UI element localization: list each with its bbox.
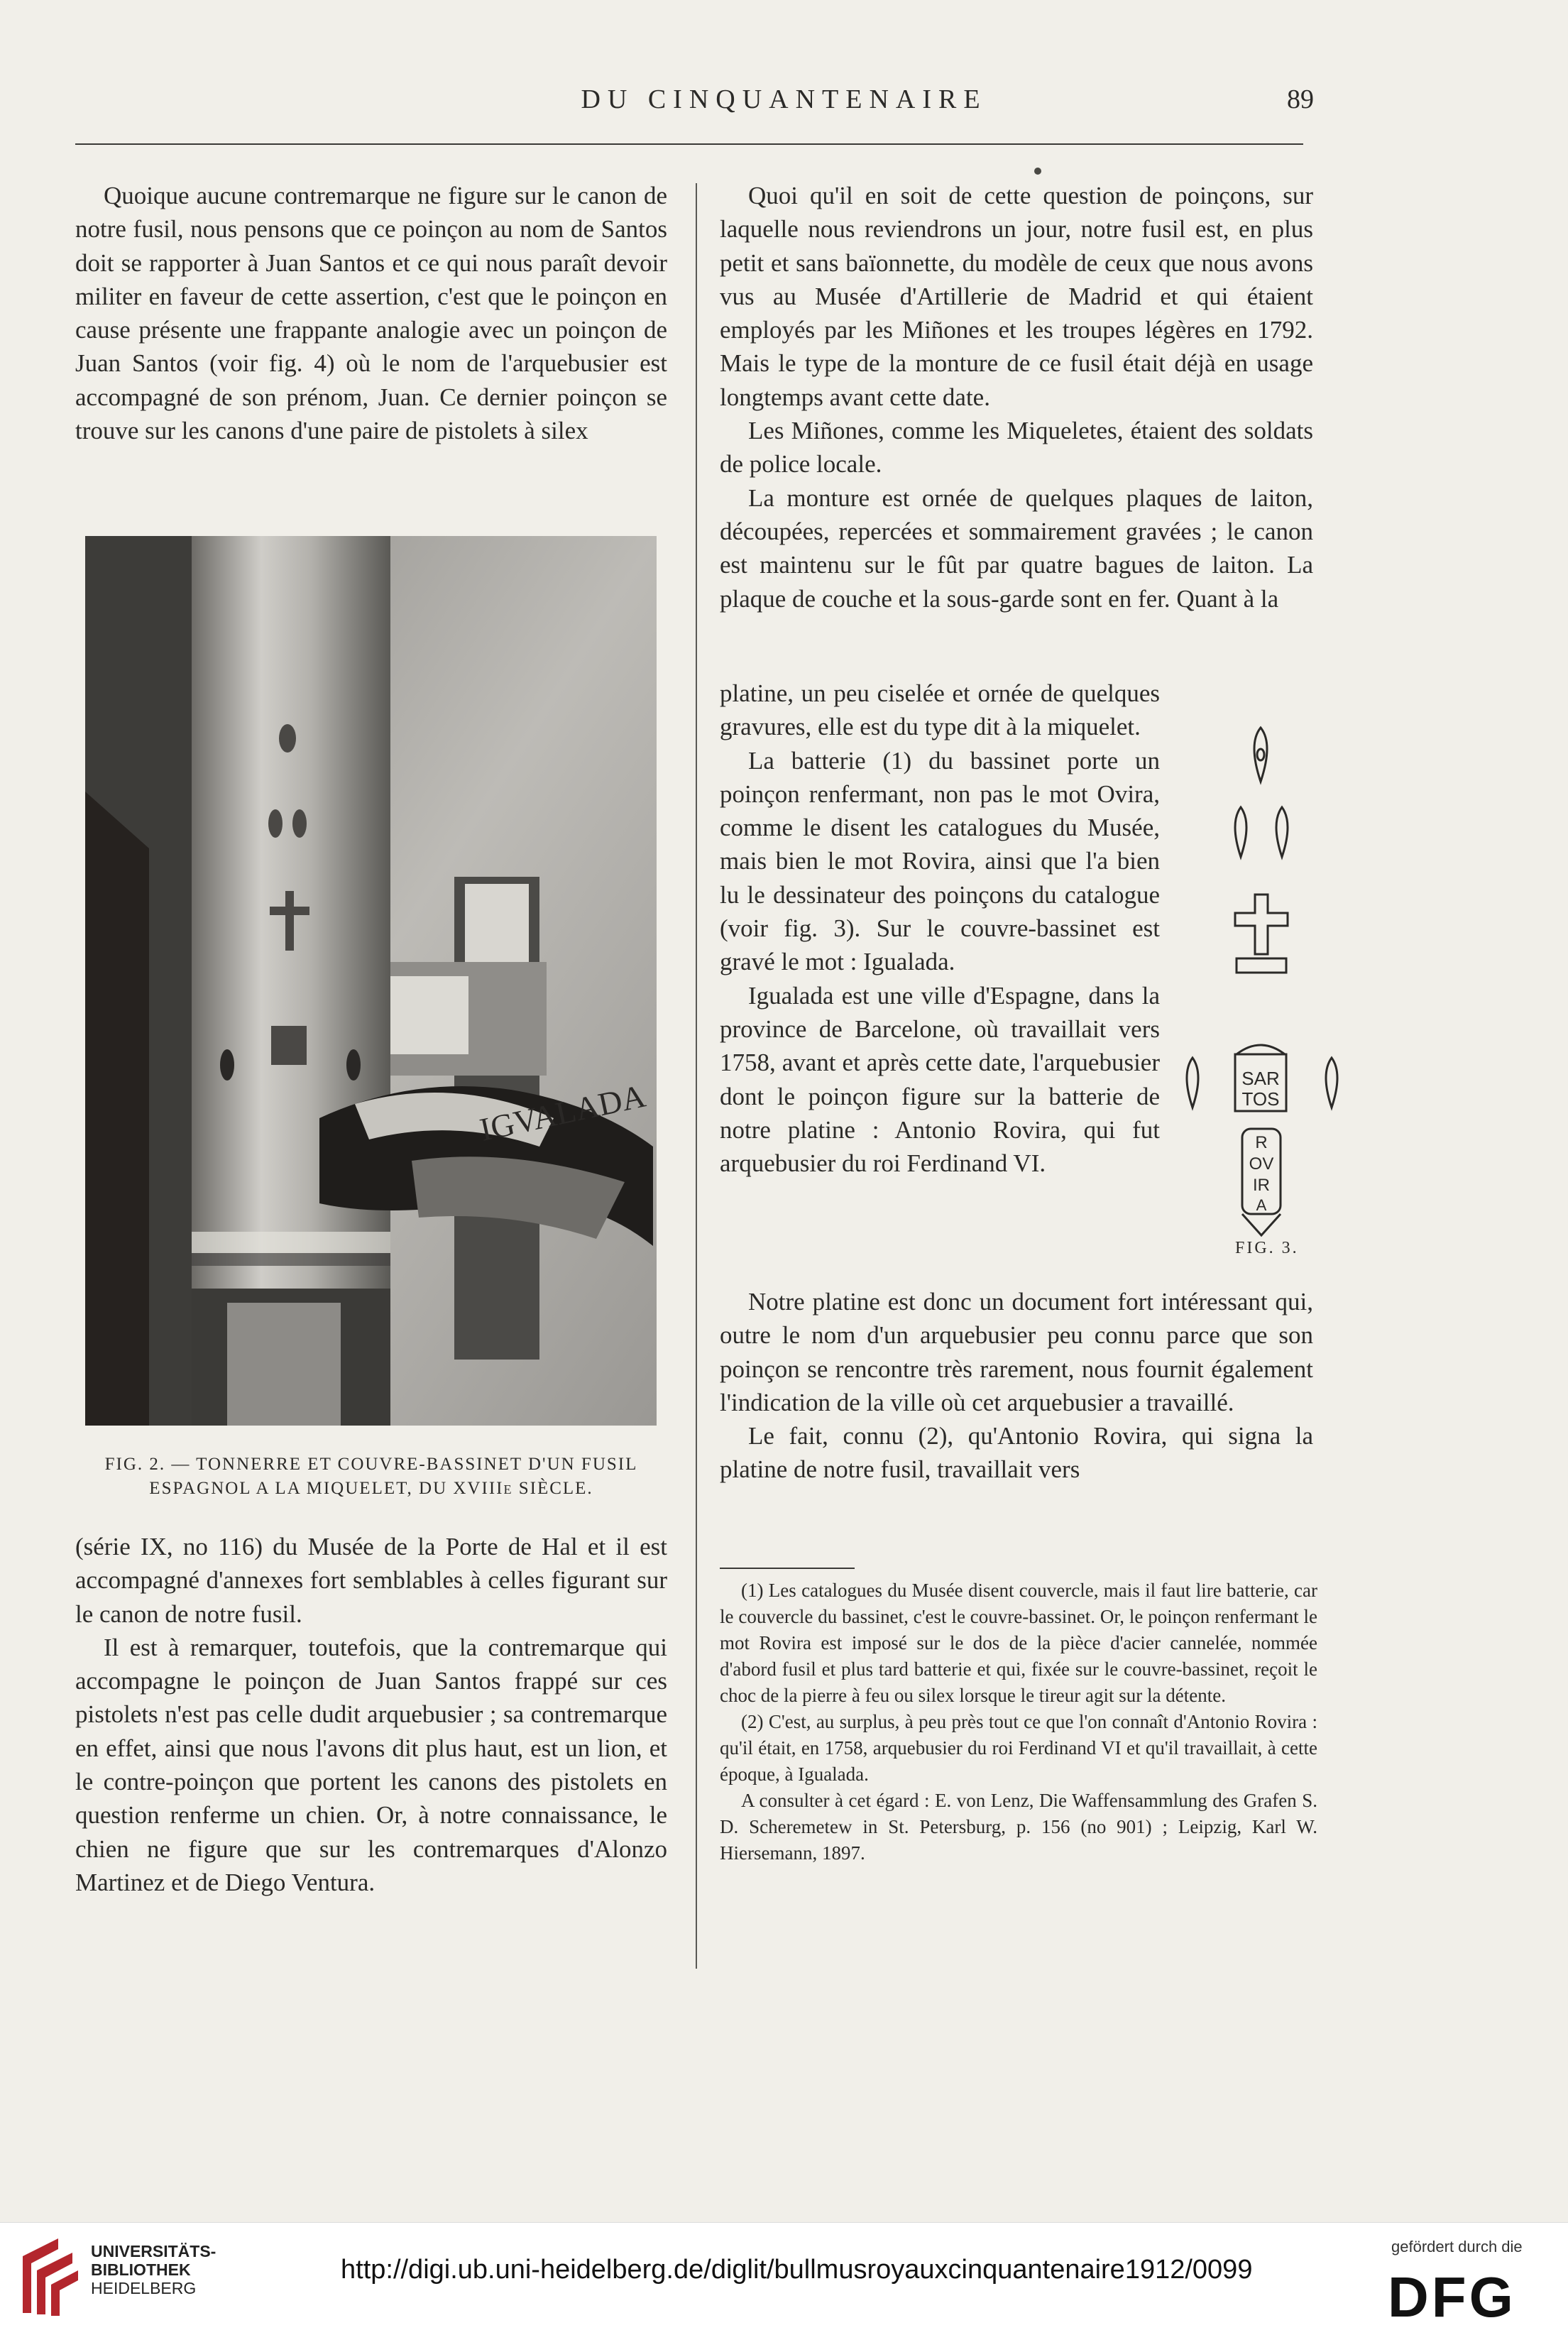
punch-marks-drawing <box>1171 713 1356 1274</box>
right-paragraph-5: Igualada est une ville d'Espagne, dans la province de Barcelone, où travaillait vers 1758, avant et après cette date, l'arquebusier dont le poinçon figure sur la batterie de notre platine : Antonio Rovira, qui fut arquebusier du roi Ferdinand VI. <box>720 981 1160 1178</box>
figure-3-marks <box>1171 713 1356 1274</box>
permalink-url[interactable]: http://digi.ub.uni-heidelberg.de/diglit/bullmusroyauxcinquantenaire1912/0099 <box>341 2255 1253 2285</box>
footnotes <box>720 1577 1317 1866</box>
running-header: DU CINQUANTENAIRE <box>581 84 987 114</box>
library-line-1: UNIVERSITÄTS- <box>91 2242 216 2260</box>
cross-mark-icon <box>1235 895 1288 954</box>
library-line-3: HEIDELBERG <box>91 2279 197 2297</box>
library-line-2: BIBLIOTHEK <box>91 2260 191 2279</box>
rovira-mark-line-2: OV <box>1249 1154 1274 1174</box>
university-library-logo-icon <box>16 2235 81 2319</box>
oval-mark-icon <box>1326 1058 1337 1108</box>
figure-3-label: FIG. 3. <box>1235 1239 1299 1257</box>
rovira-mark-line-3: IR <box>1253 1176 1270 1195</box>
right-paragraph-3b: platine, un peu ciselée et ornée de quelques gravures, elle est du type dit à la miquelet. <box>720 679 1160 741</box>
funding-note: gefördert durch die <box>1391 2238 1523 2255</box>
left-paragraph-1: Quoique aucune contremarque ne figure sur le canon de notre fusil, nous pensons que ce poinçon au nom de Santos doit se rapporter à Juan Santos et ce qui nous paraît devoir militer en faveur de cette assertion, c'est que le poinçon en cause présente une frappante analogie avec un poinçon de Juan Santos (voir fig. 4) où le nom de l'arquebusier est accompagné de son prénom, Juan. Ce dernier poinçon se trouve sur les canons d'une paire de pistolets à silex <box>75 182 667 445</box>
right-paragraph-3a: La monture est ornée de quelques plaques de laiton, découpées, repercées et sommairement gravées ; le canon est maintenu sur le fût par quatre bagues de laiton. La plaque de couche et la sous-garde sont en fer. Quant à la <box>720 483 1313 613</box>
figure-2-photo <box>85 536 657 1426</box>
right-paragraph-1: Quoi qu'il en soit de cette question de poinçons, sur laquelle nous reviendrons un jour, notre fusil est, en plus petit et sans baïonnette, du modèle de ceux que nous avons vus au Musée d'Artillerie de Madrid et qui étaient employés par les Miñones et les troupes légères en 1792. Mais le type de la monture de ce fusil était déjà en usage longtemps avant cette date. <box>720 182 1313 411</box>
oval-mark-icon <box>1187 1058 1198 1108</box>
header-rule <box>75 143 1303 145</box>
sartos-mark-line-1: SAR <box>1241 1068 1280 1089</box>
rovira-mark-line-1: R <box>1255 1133 1268 1152</box>
right-column-top <box>720 179 1313 616</box>
caption-line-2: ESPAGNOL A LA MIQUELET, DU XVIIIe SIÈCLE. <box>149 1479 593 1498</box>
right-column-bottom <box>720 1285 1313 1487</box>
oval-mark-icon <box>1276 807 1288 857</box>
right-paragraph-6: Notre platine est donc un document fort intéressant qui, outre le nom d'un arquebusier peu connu parce que son poinçon se rencontre très rarement, nous fournit également l'indication de la ville où cet arquebusier a travaillé. <box>720 1288 1313 1416</box>
library-name <box>91 2242 216 2297</box>
photo-engraving-text: IGVALADA <box>476 1077 649 1148</box>
ink-dot <box>1034 168 1041 175</box>
left-paragraph-3: Il est à remarquer, toutefois, que la contremarque qui accompagne le poinçon de Juan Santos frappé sur ces pistolets n'est pas celle dudit arquebusier ; sa contremarque en effet, ainsi que nous l'avons dit plus haut, est un lion, et le contre-poinçon que portent les canons des pistolets en question renferme un chien. Or, à notre connaissance, le chien ne figure que sur les contremarques d'Alonzo Martinez et de Diego Ventura. <box>75 1633 667 1896</box>
page-number: 89 <box>1287 84 1314 114</box>
left-column-bottom <box>75 1530 667 1899</box>
left-paragraph-2: (série IX, no 116) du Musée de la Porte de Hal et il est accompagné d'annexes fort semblables à celles figurant sur le canon de notre fusil. <box>75 1533 667 1628</box>
gun-lock-photo-illustration <box>85 536 657 1426</box>
rovira-mark-line-4: A <box>1256 1196 1267 1214</box>
footnote-1: (1) Les catalogues du Musée disent couvercle, mais il faut lire batterie, car le couvercle du bassinet, c'est le couvre-bassinet. Or, le poinçon renfermant le mot Rovira est imposé sur le dos de la pièce d'acier cannelée, nommée d'abord fusil et plus tard batterie et qui, fixée sur le couvre-bassinet, reçoit le choc de la pierre à feu ou silex lorsque le tireur agit sur la détente. <box>720 1580 1317 1706</box>
footnote-2: (2) C'est, au surplus, à peu près tout ce que l'on connaît d'Antonio Rovira : qu'il était, en 1758, arquebusier du roi Ferdinand VI et qu'il travaillait, à cette époque, à Igualada. <box>720 1711 1317 1785</box>
footnote-rule <box>720 1568 855 1569</box>
footnote-3: A consulter à cet égard : E. von Lenz, Die Waffensammlung des Grafen S. D. Scheremetew in St. Petersburg, p. 156 (no 901) ; Leipzig, Karl W. Hiersemann, 1897. <box>720 1790 1317 1864</box>
figure-2-caption <box>75 1453 667 1501</box>
caption-line-1: FIG. 2. — TONNERRE ET COUVRE-BASSINET D'UN FUSIL <box>104 1455 638 1474</box>
right-column-narrow <box>720 677 1160 1180</box>
oval-mark-icon <box>1235 807 1246 857</box>
column-divider <box>696 183 697 1969</box>
dfg-logo: DFG <box>1388 2265 1516 2329</box>
right-paragraph-2: Les Miñones, comme les Miqueletes, étaient des soldats de police locale. <box>720 417 1313 479</box>
right-paragraph-7: Le fait, connu (2), qu'Antonio Rovira, qui signa la platine de notre fusil, travaillait vers <box>720 1422 1313 1484</box>
sartos-mark-line-2: TOS <box>1241 1088 1280 1110</box>
left-column-top <box>75 179 667 447</box>
right-paragraph-4: La batterie (1) du bassinet porte un poinçon renfermant, non pas le mot Ovira, comme le disent les catalogues du Musée, mais bien le mot Rovira, ainsi que l'a bien lu le dessinateur des poinçons du catalogue (voir fig. 3). Sur le couvre-bassinet est gravé le mot : Igualada. <box>720 746 1160 976</box>
